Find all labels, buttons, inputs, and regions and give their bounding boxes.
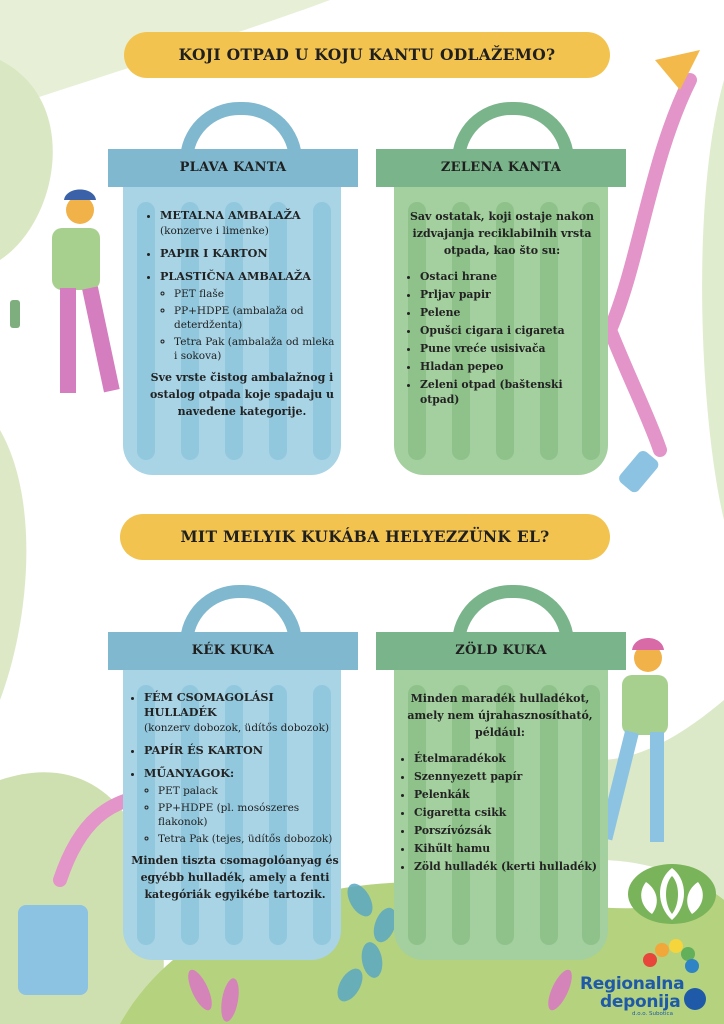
kek-kuka-footer: Minden tiszta csomagolóanyag és egyébb hulladék, amely a fenti kategóriák egyikébe tartozik. (131, 854, 339, 901)
list-item: • Pune vreće usisivača (420, 341, 598, 356)
list-item: • PAPÍR ÉS KARTON (144, 743, 340, 758)
logo-line1: Regionalna (580, 974, 685, 994)
bottom-title-banner (120, 514, 610, 560)
list-item: • Zeleni otpad (baštenski otpad) (420, 377, 598, 407)
blue-bin-footer: Sve vrste čistog ambalažnog i ostalog otpada koje spadaju u navedene kategorije. (149, 371, 335, 418)
list-item: • Opušci cigara i cigareta (420, 323, 598, 338)
list-item: • Szennyezett papír (414, 769, 600, 784)
list-item: • Prljav papir (420, 287, 598, 302)
top-title-banner (124, 32, 610, 78)
list-item: • FÉM CSOMAGOLÁSI HULLADÉK (konzerv dobozok, üdítős dobozok) (144, 690, 340, 735)
list-item: • Hladan pepeo (420, 359, 598, 374)
kek-kuka-content (130, 690, 340, 903)
logo-bin-icon (684, 988, 706, 1010)
blue-bin-lid (108, 149, 358, 187)
green-bin-title: ZELENA KANTA (440, 160, 562, 175)
logo-line3: d.o.o. Subotica (632, 1011, 673, 1017)
zold-kuka-content (400, 690, 600, 877)
zold-kuka-intro: Minden maradék hulladékot, amely nem újrahasznosítható, például: (407, 692, 593, 739)
blue-bin-content (146, 208, 338, 420)
list-item: • PAPIR I KARTON (160, 246, 338, 261)
list-item: • PLASTIČNA AMBALAŽA ◦ PET flaše ◦ PP+HDPE (ambalaža od deterdženta) ◦ Tetra Pak (ambalaža od mleka i sokova) (160, 269, 338, 363)
kek-kuka-title: KÉK KUKA (191, 643, 275, 658)
bottom-title: MIT MELYIK KUKÁBA HELYEZZÜNK EL? (180, 527, 550, 546)
logo-line2: deponija (600, 992, 681, 1012)
list-item: • Porszívózsák (414, 823, 600, 838)
zold-kuka-title: ZÖLD KUKA (455, 643, 547, 658)
green-bin-lid (376, 149, 626, 187)
list-item: • Pelenkák (414, 787, 600, 802)
list-item: • Pelene (420, 305, 598, 320)
recycle-logo-icon (640, 938, 700, 974)
green-bin-content (406, 208, 598, 410)
regionalna-deponija-logo (580, 938, 720, 1018)
list-item: • Ostaci hrane (420, 269, 598, 284)
list-item: • MŰANYAGOK: ◦ PET palack ◦ PP+HDPE (pl. mosószeres flakonok) ◦ Tetra Pak (tejes, üdítős dobozok) (144, 766, 340, 846)
list-item: • Kihűlt hamu (414, 841, 600, 856)
list-item: • Ételmaradékok (414, 751, 600, 766)
zold-kuka-lid (376, 632, 626, 670)
list-item: • Zöld hulladék (kerti hulladék) (414, 859, 600, 874)
green-bin-intro: Sav ostatak, koji ostaje nakon izdvajanja reciklabilnih vrsta otpada, kao što su: (409, 210, 595, 257)
list-item: • METALNA AMBALAŽA (konzerve i limenke) (160, 208, 338, 238)
blue-bin-title: PLAVA KANTA (179, 160, 287, 175)
list-item: • Cigaretta csikk (414, 805, 600, 820)
kek-kuka-lid (108, 632, 358, 670)
top-title: KOJI OTPAD U KOJU KANTU ODLAŽEMO? (178, 45, 556, 64)
leaf-emblem-icon (626, 862, 718, 926)
